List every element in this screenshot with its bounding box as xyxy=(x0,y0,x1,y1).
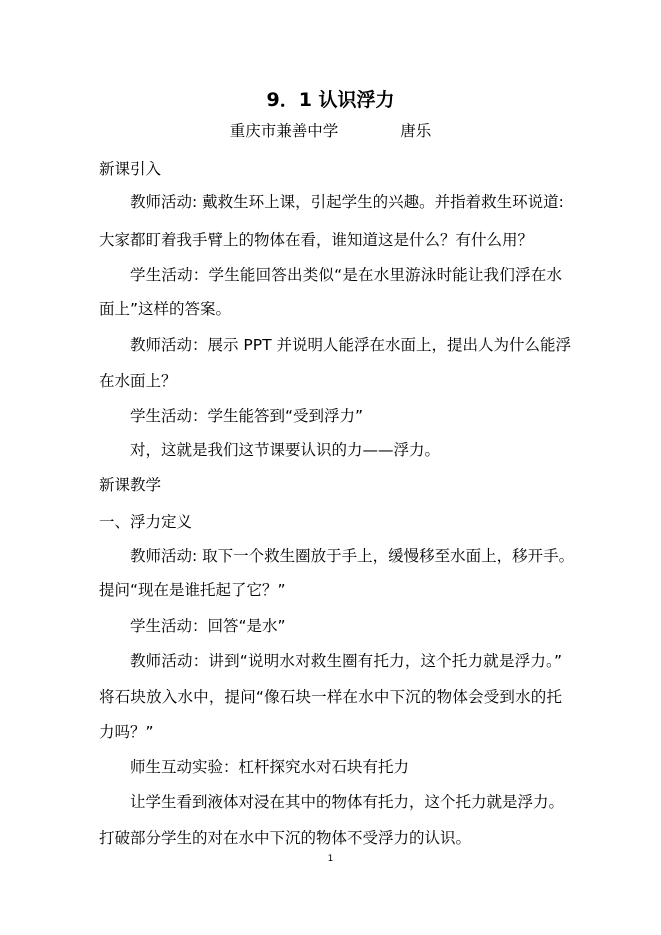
subsection-heading: 一、浮力定义 xyxy=(99,513,193,531)
paragraph-line: 让学生看到液体对浸在其中的物体有托力，这个托力就是浮力。 xyxy=(130,793,565,811)
paragraph-line: 学生活动：学生能回答出类似“是在水里游泳时能让我们浮在水 xyxy=(130,266,562,284)
page-number: 1 xyxy=(327,854,334,864)
paragraph-line: 教师活动：展示 PPT 并说明人能浮在水面上，提出人为什么能浮 xyxy=(130,336,572,354)
paragraph-line: 学生活动：学生能答到“受到浮力” xyxy=(130,407,364,425)
paragraph-line: 对，这就是我们这节课要认识的力——浮力。 xyxy=(130,441,441,459)
paragraph-line: 学生活动：回答“是水” xyxy=(130,617,286,635)
paragraph-line: 将石块放入水中，提问“像石块一样在水中下沉的物体会受到水的托 xyxy=(99,688,562,706)
paragraph-line: 教师活动: 取下一个救生圈放于手上，缓慢移至水面上，移开手。 xyxy=(130,547,575,565)
paragraph-line: 教师活动: 戴救生环上课，引起学生的兴趣。并指着救生环说道: xyxy=(130,193,564,211)
paragraph-line: 师生互动实验：杠杆探究水对石块有托力 xyxy=(130,758,410,776)
paragraph-line: 面上”这样的答案。 xyxy=(99,300,232,318)
section-heading-intro: 新课引入 xyxy=(99,160,162,178)
byline xyxy=(0,120,661,142)
paragraph-line: 力吗？” xyxy=(99,723,154,741)
paragraph-line: 大家都盯着我手臂上的物体在看，谁知道这是什么？有什么用？ xyxy=(99,231,534,249)
page-title: 9．1 认识浮力 xyxy=(266,89,395,111)
section-heading-teaching: 新课教学 xyxy=(99,476,162,494)
school-name: 重庆市兼善中学 xyxy=(229,122,339,140)
paragraph-line: 打破部分学生的对在水中下沉的物体不受浮力的认识。 xyxy=(99,829,472,847)
paragraph-line: 提问“现在是谁托起了它？” xyxy=(99,581,286,599)
paragraph-line: 教师活动：讲到“说明水对救生圈有托力，这个托力就是浮力。” xyxy=(130,652,562,670)
author-name: 唐乐 xyxy=(400,122,432,140)
paragraph-line: 在水面上？ xyxy=(99,372,177,390)
